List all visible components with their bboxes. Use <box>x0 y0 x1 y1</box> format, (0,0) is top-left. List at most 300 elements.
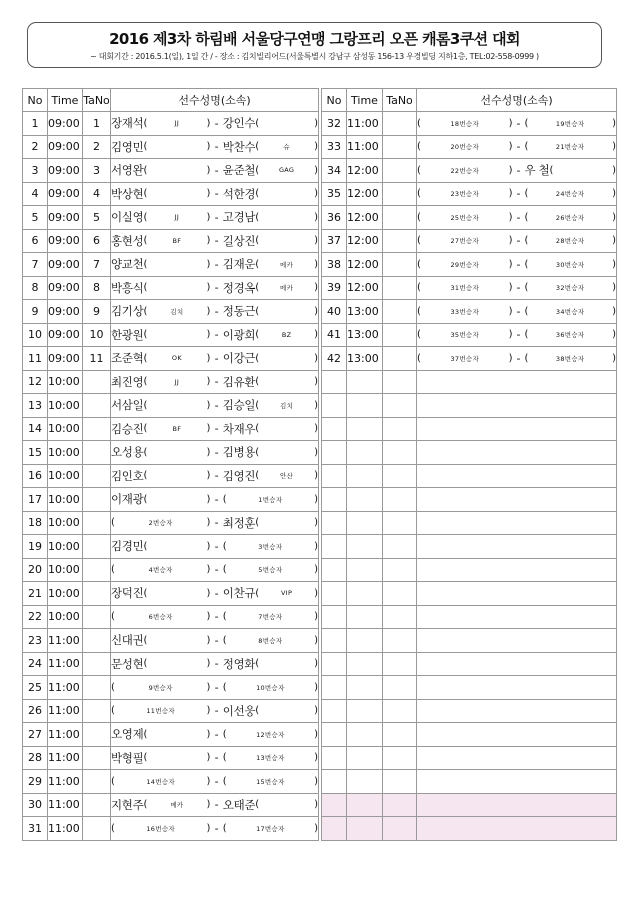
empty-cell <box>322 723 347 747</box>
paren-open: ( <box>255 352 260 364</box>
player-affiliation: GAG <box>278 166 295 175</box>
paren-close: ) <box>314 235 318 247</box>
player-1 <box>417 353 513 364</box>
match-players <box>111 746 319 770</box>
player-pair <box>111 747 318 770</box>
match-no: 5 <box>23 206 48 230</box>
match-players <box>111 511 319 535</box>
paren-close: ) <box>206 117 211 129</box>
match-players <box>111 206 319 230</box>
match-no: 38 <box>322 253 347 277</box>
empty-cell <box>383 605 417 629</box>
paren-open: ( <box>417 352 421 364</box>
vs-dash: - <box>214 234 219 248</box>
paren-close: ) <box>206 423 211 435</box>
match-time: 09:00 <box>48 159 83 183</box>
paren-open: ( <box>255 258 260 270</box>
player-affiliation: 14번승자 <box>146 777 175 786</box>
paren-close: ) <box>612 305 616 317</box>
player-name: 김경민 <box>111 539 144 554</box>
empty-cell <box>417 511 617 535</box>
empty-cell <box>383 817 417 841</box>
paren-open: ( <box>111 822 115 834</box>
player-2 <box>223 729 318 740</box>
paren-close: ) <box>508 188 513 200</box>
table-no: 9 <box>83 300 111 324</box>
paren-open: ( <box>255 423 260 435</box>
empty-row <box>322 676 617 700</box>
paren-close: ) <box>314 117 318 129</box>
table-row <box>23 488 319 512</box>
empty-cell <box>322 488 347 512</box>
table-no <box>83 441 111 465</box>
empty-row <box>322 793 617 817</box>
player-2 <box>223 541 318 552</box>
paren-open: ( <box>111 705 115 717</box>
paren-open: ( <box>255 211 260 223</box>
match-players <box>111 323 319 347</box>
table-no <box>83 394 111 418</box>
paren-open: ( <box>524 258 529 270</box>
vs-dash: - <box>516 304 521 318</box>
player-1 <box>111 397 210 413</box>
paren-close: ) <box>206 305 211 317</box>
empty-row <box>322 817 617 841</box>
paren-close: ) <box>314 352 318 364</box>
player-affiliation: 38번승자 <box>555 354 585 363</box>
table-no: 5 <box>83 206 111 230</box>
match-time: 10:00 <box>48 441 83 465</box>
match-time: 09:00 <box>48 347 83 371</box>
empty-cell <box>322 370 347 394</box>
player-pair <box>111 300 318 323</box>
player-1 <box>111 797 210 813</box>
table-row <box>23 229 319 253</box>
player-affiliation: JJ <box>174 119 180 128</box>
match-players <box>111 347 319 371</box>
match-no: 20 <box>23 558 48 582</box>
paren-open: ( <box>255 399 260 411</box>
player-pair <box>111 394 318 417</box>
player-name: 석한경 <box>222 186 256 201</box>
table-no <box>83 535 111 559</box>
vs-dash: - <box>214 586 219 600</box>
paren-open: ( <box>143 493 148 505</box>
match-no: 8 <box>23 276 48 300</box>
table-row <box>23 817 319 841</box>
player-pair <box>111 230 318 253</box>
empty-cell <box>417 441 617 465</box>
paren-close: ) <box>314 211 318 223</box>
paren-close: ) <box>314 634 318 646</box>
match-time: 12:00 <box>347 206 383 230</box>
paren-open: ( <box>143 799 148 811</box>
player-1 <box>417 259 513 270</box>
paren-open: ( <box>255 188 260 200</box>
match-players <box>111 699 319 723</box>
paren-close: ) <box>314 446 318 458</box>
empty-cell <box>322 441 347 465</box>
match-no: 6 <box>23 229 48 253</box>
paren-open: ( <box>417 188 421 200</box>
paren-open: ( <box>222 728 227 740</box>
table-no <box>83 793 111 817</box>
table-no: 10 <box>83 323 111 347</box>
player-pair <box>417 112 616 135</box>
table-row <box>322 347 617 371</box>
paren-close: ) <box>206 352 211 364</box>
match-players <box>111 582 319 606</box>
paren-open: ( <box>524 235 529 247</box>
table-no <box>383 112 417 136</box>
player-pair <box>111 606 318 629</box>
match-no: 7 <box>23 253 48 277</box>
paren-open: ( <box>143 634 148 646</box>
paren-close: ) <box>314 470 318 482</box>
paren-open: ( <box>111 611 115 623</box>
player-affiliation: 메카 <box>280 284 294 293</box>
paren-close: ) <box>314 399 318 411</box>
vs-dash: - <box>214 187 219 201</box>
vs-dash: - <box>516 328 521 342</box>
match-players <box>417 253 617 277</box>
match-time: 11:00 <box>48 629 83 653</box>
paren-close: ) <box>314 282 318 294</box>
paren-close: ) <box>314 493 318 505</box>
player-name: 박상현 <box>111 186 144 201</box>
table-row <box>23 370 319 394</box>
paren-open: ( <box>143 282 148 294</box>
empty-cell <box>347 652 383 676</box>
table-row <box>23 182 319 206</box>
player-pair <box>417 324 616 347</box>
empty-cell <box>383 511 417 535</box>
paren-close: ) <box>314 540 318 552</box>
player-affiliation: 25번승자 <box>450 213 480 222</box>
player-name: 이실영 <box>111 210 144 225</box>
match-time: 10:00 <box>48 488 83 512</box>
empty-cell <box>322 511 347 535</box>
player-2 <box>223 682 318 693</box>
player-1 <box>111 538 210 554</box>
player-2 <box>223 186 318 202</box>
player-affiliation: 10번승자 <box>256 683 285 692</box>
empty-cell <box>383 793 417 817</box>
table-no <box>83 652 111 676</box>
empty-row <box>322 605 617 629</box>
player-2 <box>223 303 318 319</box>
player-2 <box>524 306 616 317</box>
match-players <box>417 300 617 324</box>
match-time: 11:00 <box>48 676 83 700</box>
table-row <box>23 394 319 418</box>
vs-dash: - <box>214 657 219 671</box>
match-no: 26 <box>23 699 48 723</box>
paren-close: ) <box>206 564 211 576</box>
player-name: 오성용 <box>111 445 144 460</box>
paren-close: ) <box>612 235 616 247</box>
vs-dash: - <box>214 751 219 765</box>
empty-cell <box>322 558 347 582</box>
paren-open: ( <box>143 164 148 176</box>
player-2 <box>223 564 318 575</box>
empty-row <box>322 582 617 606</box>
vs-dash: - <box>214 492 219 506</box>
match-players <box>111 112 319 136</box>
match-players <box>111 182 319 206</box>
player-1 <box>111 632 210 648</box>
table-row <box>23 464 319 488</box>
col-players: 선수성명(소속) <box>417 89 617 112</box>
player-pair <box>111 183 318 206</box>
player-affiliation: 21번승자 <box>555 143 585 152</box>
player-1 <box>111 327 210 343</box>
player-name: 김영민 <box>111 139 144 154</box>
paren-close: ) <box>314 728 318 740</box>
player-affiliation: 17번승자 <box>256 824 285 833</box>
paren-open: ( <box>417 329 421 341</box>
match-time: 12:00 <box>347 159 383 183</box>
match-players <box>111 300 319 324</box>
player-2 <box>223 823 318 834</box>
vs-dash: - <box>214 422 219 436</box>
empty-cell <box>417 370 617 394</box>
player-affiliation: BF <box>172 236 182 245</box>
player-pair <box>417 183 616 206</box>
player-pair <box>111 535 318 558</box>
player-1 <box>111 656 210 672</box>
vs-dash: - <box>214 210 219 224</box>
table-no: 6 <box>83 229 111 253</box>
empty-cell <box>347 370 383 394</box>
empty-cell <box>383 488 417 512</box>
match-players <box>111 370 319 394</box>
empty-cell <box>383 770 417 794</box>
player-affiliation: 28번승자 <box>555 237 585 246</box>
empty-cell <box>383 676 417 700</box>
paren-close: ) <box>206 681 211 693</box>
player-1 <box>111 209 210 225</box>
table-row <box>322 112 617 136</box>
match-no: 39 <box>322 276 347 300</box>
match-time: 12:00 <box>347 253 383 277</box>
empty-cell <box>383 746 417 770</box>
empty-cell <box>347 629 383 653</box>
table-row <box>322 323 617 347</box>
match-players <box>111 676 319 700</box>
paren-close: ) <box>206 164 211 176</box>
player-affiliation: 메카 <box>170 801 184 810</box>
paren-open: ( <box>111 517 115 529</box>
empty-cell <box>417 605 617 629</box>
match-time: 09:00 <box>48 276 83 300</box>
match-players <box>111 793 319 817</box>
empty-cell <box>383 582 417 606</box>
col-time: Time <box>48 89 83 112</box>
match-players <box>111 723 319 747</box>
player-affiliation: 6번승자 <box>148 613 173 622</box>
empty-cell <box>383 417 417 441</box>
paren-open: ( <box>417 211 421 223</box>
player-1 <box>111 115 210 131</box>
player-2 <box>223 515 318 531</box>
player-name: 김재운 <box>222 257 256 272</box>
player-pair <box>111 418 318 441</box>
match-players <box>111 535 319 559</box>
empty-cell <box>383 699 417 723</box>
table-row <box>23 723 319 747</box>
player-name: 한광원 <box>111 327 144 342</box>
player-1 <box>111 726 210 742</box>
paren-close: ) <box>206 329 211 341</box>
player-name: 서삼일 <box>111 398 144 413</box>
vs-dash: - <box>214 563 219 577</box>
player-pair <box>111 488 318 511</box>
paren-close: ) <box>206 141 211 153</box>
player-1 <box>417 235 513 246</box>
empty-cell <box>322 676 347 700</box>
empty-cell <box>322 652 347 676</box>
match-time: 09:00 <box>48 323 83 347</box>
player-2 <box>223 209 318 225</box>
player-affiliation: 16번승자 <box>146 824 175 833</box>
match-time: 13:00 <box>347 347 383 371</box>
paren-open: ( <box>255 235 260 247</box>
paren-close: ) <box>206 705 211 717</box>
player-pair <box>417 347 616 370</box>
vs-dash: - <box>214 469 219 483</box>
header-row <box>23 89 319 112</box>
vs-dash: - <box>214 281 219 295</box>
match-no: 32 <box>322 112 347 136</box>
empty-cell <box>417 793 617 817</box>
paren-open: ( <box>222 564 227 576</box>
player-affiliation: 34번승자 <box>555 307 585 316</box>
paren-close: ) <box>314 305 318 317</box>
paren-close: ) <box>206 235 211 247</box>
player-2 <box>223 444 318 460</box>
table-no <box>83 464 111 488</box>
table-no: 8 <box>83 276 111 300</box>
player-affiliation: JJ <box>174 377 180 386</box>
empty-cell <box>417 488 617 512</box>
vs-dash: - <box>214 704 219 718</box>
player-2 <box>223 468 318 484</box>
paren-close: ) <box>206 775 211 787</box>
paren-open: ( <box>524 188 529 200</box>
player-2 <box>223 280 318 296</box>
empty-cell <box>322 605 347 629</box>
player-name: 정동근 <box>222 304 256 319</box>
empty-cell <box>322 417 347 441</box>
paren-open: ( <box>143 587 148 599</box>
paren-close: ) <box>508 305 513 317</box>
paren-open: ( <box>524 305 529 317</box>
match-time: 12:00 <box>347 229 383 253</box>
table-row <box>23 558 319 582</box>
match-players <box>111 229 319 253</box>
player-pair <box>417 159 616 182</box>
paren-close: ) <box>314 188 318 200</box>
match-time: 10:00 <box>48 511 83 535</box>
paren-close: ) <box>314 775 318 787</box>
match-no: 34 <box>322 159 347 183</box>
paren-close: ) <box>314 329 318 341</box>
player-1 <box>111 256 210 272</box>
vs-dash: - <box>516 116 521 130</box>
match-no: 31 <box>23 817 48 841</box>
table-row <box>23 605 319 629</box>
table-row <box>23 511 319 535</box>
vs-dash: - <box>516 281 521 295</box>
player-2 <box>223 397 318 413</box>
empty-cell <box>347 793 383 817</box>
table-row <box>23 770 319 794</box>
empty-cell <box>417 464 617 488</box>
match-players <box>111 417 319 441</box>
player-1 <box>111 682 210 693</box>
player-name: 강인수 <box>222 116 256 131</box>
empty-cell <box>417 652 617 676</box>
match-players <box>111 652 319 676</box>
match-time: 10:00 <box>48 464 83 488</box>
player-affiliation: 8번승자 <box>258 636 283 645</box>
vs-dash: - <box>214 304 219 318</box>
match-players <box>111 276 319 300</box>
paren-close: ) <box>206 728 211 740</box>
player-affiliation: 7번승자 <box>258 613 283 622</box>
player-pair <box>111 512 318 535</box>
match-time: 09:00 <box>48 112 83 136</box>
vs-dash: - <box>214 774 219 788</box>
schedule-table-right <box>321 88 617 841</box>
match-players <box>417 159 617 183</box>
player-pair <box>111 136 318 159</box>
schedule-table-left <box>22 88 319 841</box>
table-row <box>322 253 617 277</box>
player-affiliation: BZ <box>281 330 292 339</box>
paren-close: ) <box>314 564 318 576</box>
player-name: 박형필 <box>111 750 144 765</box>
empty-cell <box>383 441 417 465</box>
paren-close: ) <box>206 658 211 670</box>
player-1 <box>111 585 210 601</box>
player-pair <box>111 723 318 746</box>
player-affiliation: 26번승자 <box>555 213 585 222</box>
player-affiliation: 5번승자 <box>258 566 283 575</box>
paren-close: ) <box>206 799 211 811</box>
player-affiliation: 18번승자 <box>450 119 480 128</box>
paren-close: ) <box>206 493 211 505</box>
table-no: 11 <box>83 347 111 371</box>
match-no: 29 <box>23 770 48 794</box>
paren-open: ( <box>417 258 421 270</box>
paren-close: ) <box>206 211 211 223</box>
paren-open: ( <box>255 329 260 341</box>
empty-cell <box>347 605 383 629</box>
player-name: 김승진 <box>111 421 144 436</box>
player-1 <box>111 823 210 834</box>
player-affiliation: 35번승자 <box>450 331 480 340</box>
match-players <box>111 629 319 653</box>
match-time: 09:00 <box>48 206 83 230</box>
table-no: 1 <box>83 112 111 136</box>
table-no <box>83 558 111 582</box>
empty-cell <box>383 723 417 747</box>
player-2 <box>223 115 318 131</box>
table-no <box>83 723 111 747</box>
table-no: 3 <box>83 159 111 183</box>
